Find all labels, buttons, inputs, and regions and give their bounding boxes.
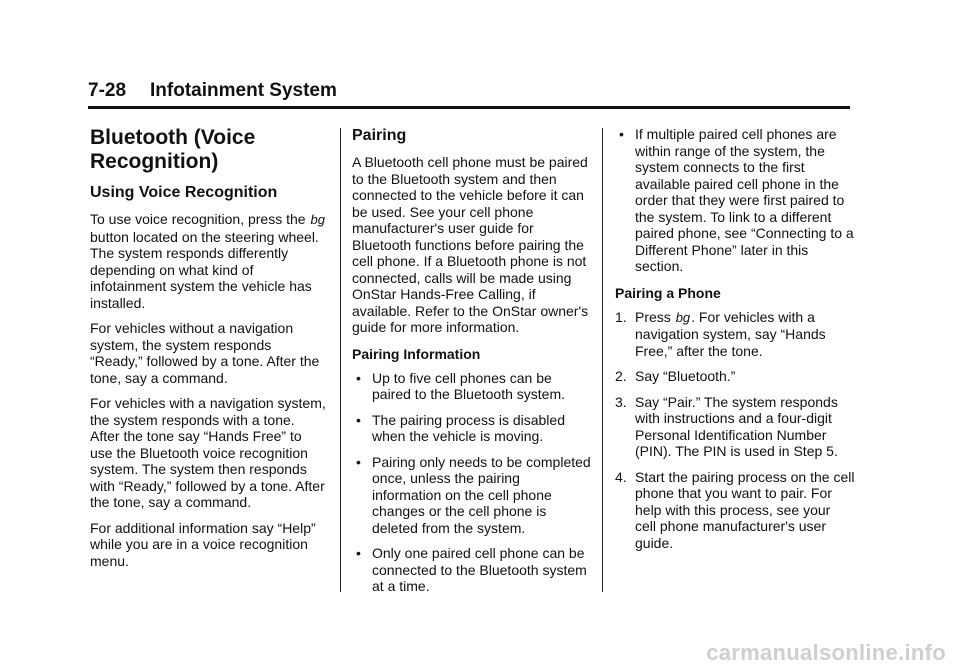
- bullet-icon: •: [619, 126, 624, 142]
- subhead: Pairing a Phone: [615, 284, 721, 301]
- paragraph: For vehicles without a navigation system, the system responds “Ready,” followed by a tone. After the tone, say a command.: [90, 320, 320, 386]
- bullet-list: [615, 126, 855, 275]
- column-2: [352, 126, 592, 604]
- list-item: 2. Say “Bluetooth.”: [615, 368, 736, 384]
- article-title: Bluetooth (Voice Recognition): [90, 126, 256, 173]
- bullet-icon: •: [356, 369, 361, 386]
- subsection-title: Pairing: [352, 127, 407, 144]
- paragraph-text: To use voice recognition, press the: [90, 211, 306, 227]
- bullet-list: [352, 370, 592, 595]
- list-item: • The pairing process is disabled when the vehicle is moving.: [356, 411, 565, 444]
- subhead: Pairing Information: [352, 345, 481, 362]
- bullet-icon: •: [356, 411, 361, 428]
- watermark: carmanualsonline.info: [706, 640, 946, 665]
- list-item: • If multiple paired cell phones are within range of the system, the system connects to the first available paired cell phone in the order that they were first paired to the system. To link to a different paired phone, see “Connecting to a Different Phone” later in this section.: [619, 126, 854, 274]
- column-3: [615, 126, 855, 560]
- list-item: 3. Say “Pair.” The system responds with instructions and a four-digit Personal Identification Number (PIN). The PIN is used in Step 5.: [615, 393, 838, 459]
- paragraph: [90, 211, 326, 311]
- list-item: • Only one paired cell phone can be connected to the Bluetooth system at a time.: [356, 545, 587, 594]
- paragraph-text: button located on the steering wheel. The system responds differently depending on what kind of infotainment system the vehicle has installed.: [90, 228, 319, 311]
- bullet-icon: •: [356, 545, 361, 561]
- page-number: 7-28: [88, 80, 127, 101]
- section-title: Infotainment System: [150, 80, 337, 101]
- push-to-talk-icon: bg: [675, 309, 691, 325]
- bullet-icon: •: [356, 453, 361, 470]
- subsection-title: Using Voice Recognition: [90, 184, 278, 201]
- list-item: • Pairing only needs to be completed once, unless the pairing information on the cell phone changes or the cell phone is deleted from the system.: [356, 453, 591, 536]
- list-item: 1. Press bg. For vehicles with a navigation system, say “Hands Free,” after the tone.: [615, 308, 826, 359]
- column-divider: [602, 128, 603, 592]
- paragraph: For vehicles with a navigation system, the system responds with a tone. After the tone say “Hands Free” to use the Bluetooth voice recognition system. The system then responds with “Ready,” followed by a tone. After the tone, say a command.: [90, 395, 326, 510]
- list-item: 4. Start the pairing process on the cell phone that you want to pair. For help with this process, see your cell phone manufacturer's user guide.: [615, 468, 855, 551]
- column-1: [90, 126, 326, 578]
- paragraph: For additional information say “Help” while you are in a voice recognition menu.: [90, 519, 316, 569]
- page-header: [88, 80, 850, 109]
- push-to-talk-icon: bg: [310, 212, 325, 227]
- paragraph: A Bluetooth cell phone must be paired to the Bluetooth system and then connected to the vehicle before it can be used. See your cell phone manufacturer's user guide for Bluetooth functions before pairing the cell phone. If a Bluetooth phone is not connected, calls will be made using OnStar Hands-Free Calling, if available. Refer to the OnStar owner's guide for more information.: [352, 154, 589, 335]
- list-item: • Up to five cell phones can be paired to the Bluetooth system.: [356, 369, 565, 402]
- column-divider: [340, 128, 341, 592]
- numbered-list: [615, 309, 855, 552]
